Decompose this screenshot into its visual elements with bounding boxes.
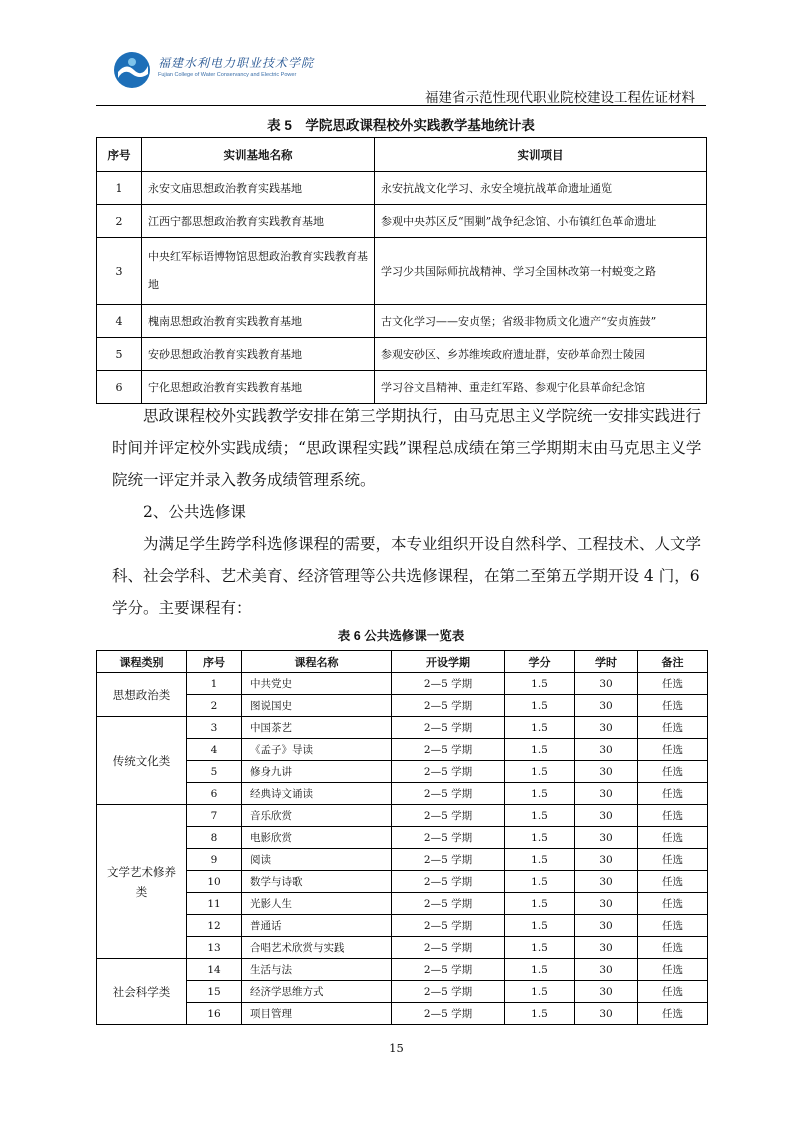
elective-course-row: [97, 717, 708, 739]
table6-header-cell: 序号: [187, 651, 242, 673]
paragraph-electives-intro: 为满足学生跨学科选修课程的需要，本专业组织开设自然科学、工程技术、人文学科、社会学科、艺术美育、经济管理等公共选修课程，在第二至第五学期开设 4 门，6 学分。主要课程有：: [112, 535, 702, 617]
course-name: 中共党史: [242, 673, 392, 695]
course-name: 数学与诗歌: [242, 871, 392, 893]
credits: 1.5: [505, 673, 575, 695]
paragraph-practice-arrangement: 思政课程校外实践教学安排在第三学期执行，由马克思主义学院统一安排实践进行时间并评定校外实践成绩；“思政课程实践”课程总成绩在第三学期期末由马克思主义学院统一评定并录入教务成绩管理系统。: [112, 407, 702, 489]
hours: 30: [575, 717, 638, 739]
remark: 任选: [638, 937, 708, 959]
semester: 2—5 学期: [392, 871, 505, 893]
remark: 任选: [638, 673, 708, 695]
remark: 任选: [638, 827, 708, 849]
elective-course-row: [97, 805, 708, 827]
row-number: 13: [187, 937, 242, 959]
table6-header-cell: 学时: [575, 651, 638, 673]
table5-row: [97, 338, 707, 371]
semester: 2—5 学期: [392, 915, 505, 937]
row-number: 5: [187, 761, 242, 783]
credits: 1.5: [505, 959, 575, 981]
credits: 1.5: [505, 805, 575, 827]
semester: 2—5 学期: [392, 695, 505, 717]
college-name-logo-text: 福建水利电力职业技术学院: [158, 56, 315, 70]
elective-course-row: [97, 761, 708, 783]
table5-row: [97, 371, 707, 404]
semester: 2—5 学期: [392, 805, 505, 827]
table5-row: [97, 205, 707, 238]
hours: 30: [575, 805, 638, 827]
table5-header-cell: 实训基地名称: [142, 138, 375, 172]
hours: 30: [575, 673, 638, 695]
hours: 30: [575, 981, 638, 1003]
credits: 1.5: [505, 915, 575, 937]
course-name: 图说国史: [242, 695, 392, 717]
semester: 2—5 学期: [392, 827, 505, 849]
base-name: 永安文庙思想政治教育实践基地: [142, 172, 375, 205]
training-project: 参观中央苏区反“围剿”战争纪念馆、小布镇红色革命遗址: [375, 205, 707, 238]
college-logo: [112, 48, 315, 92]
page-number: 15: [389, 1041, 404, 1055]
course-category: 思想政治类: [97, 673, 187, 717]
remark: 任选: [638, 761, 708, 783]
table5-row: [97, 172, 707, 205]
row-number: 12: [187, 915, 242, 937]
course-name: 经济学思维方式: [242, 981, 392, 1003]
elective-course-row: [97, 673, 708, 695]
remark: 任选: [638, 695, 708, 717]
table5-header-cell: 实训项目: [375, 138, 707, 172]
semester: 2—5 学期: [392, 761, 505, 783]
hours: 30: [575, 739, 638, 761]
row-number: 6: [187, 783, 242, 805]
course-name: 合唱艺术欣赏与实践: [242, 937, 392, 959]
remark: 任选: [638, 783, 708, 805]
college-english-name: Fujian College of Water Conservancy and Electric Power: [158, 72, 297, 78]
table6-header-cell: 课程类别: [97, 651, 187, 673]
row-number: 8: [187, 827, 242, 849]
hours: 30: [575, 827, 638, 849]
row-number: 4: [187, 739, 242, 761]
row-number: 2: [97, 205, 142, 238]
base-name: 江西宁都思想政治教育实践教育基地: [142, 205, 375, 238]
remark: 任选: [638, 717, 708, 739]
credits: 1.5: [505, 761, 575, 783]
hours: 30: [575, 849, 638, 871]
course-name: 生活与法: [242, 959, 392, 981]
training-project: 永安抗战文化学习、永安全境抗战革命遗址通览: [375, 172, 707, 205]
course-name: 普通话: [242, 915, 392, 937]
training-project: 学习谷文昌精神、重走红军路、参观宁化县革命纪念馆: [375, 371, 707, 404]
table6-header-cell: 课程名称: [242, 651, 392, 673]
credits: 1.5: [505, 717, 575, 739]
remark: 任选: [638, 893, 708, 915]
course-name: 中国茶艺: [242, 717, 392, 739]
table6-header-cell: 学分: [505, 651, 575, 673]
credits: 1.5: [505, 739, 575, 761]
row-number: 5: [97, 338, 142, 371]
credits: 1.5: [505, 695, 575, 717]
elective-course-row: [97, 981, 708, 1003]
remark: 任选: [638, 915, 708, 937]
row-number: 14: [187, 959, 242, 981]
elective-course-row: [97, 1003, 708, 1025]
row-number: 1: [187, 673, 242, 695]
credits: 1.5: [505, 871, 575, 893]
credits: 1.5: [505, 783, 575, 805]
public-electives-table: [96, 650, 708, 1025]
course-name: 阅读: [242, 849, 392, 871]
row-number: 1: [97, 172, 142, 205]
row-number: 9: [187, 849, 242, 871]
row-number: 3: [187, 717, 242, 739]
table6-header-cell: 开设学期: [392, 651, 505, 673]
credits: 1.5: [505, 849, 575, 871]
course-name: 经典诗文诵读: [242, 783, 392, 805]
section-heading-public-electives: 2、公共选修课: [143, 503, 246, 521]
course-category: 传统文化类: [97, 717, 187, 805]
base-name: 安砂思想政治教育实践教育基地: [142, 338, 375, 371]
elective-course-row: [97, 783, 708, 805]
semester: 2—5 学期: [392, 783, 505, 805]
base-name: 宁化思想政治教育实践教育基地: [142, 371, 375, 404]
credits: 1.5: [505, 893, 575, 915]
hours: 30: [575, 937, 638, 959]
table6-caption: 表 6 公共选修课一览表: [337, 629, 465, 643]
semester: 2—5 学期: [392, 959, 505, 981]
row-number: 11: [187, 893, 242, 915]
elective-course-row: [97, 871, 708, 893]
base-name: 槐南思想政治教育实践教育基地: [142, 305, 375, 338]
semester: 2—5 学期: [392, 893, 505, 915]
remark: 任选: [638, 1003, 708, 1025]
elective-course-row: [97, 849, 708, 871]
hours: 30: [575, 695, 638, 717]
elective-course-row: [97, 739, 708, 761]
course-name: 电影欣赏: [242, 827, 392, 849]
hours: 30: [575, 1003, 638, 1025]
row-number: 15: [187, 981, 242, 1003]
remark: 任选: [638, 805, 708, 827]
hours: 30: [575, 915, 638, 937]
row-number: 7: [187, 805, 242, 827]
row-number: 16: [187, 1003, 242, 1025]
table6-header-cell: 备注: [638, 651, 708, 673]
credits: 1.5: [505, 937, 575, 959]
elective-course-row: [97, 827, 708, 849]
course-category: 社会科学类: [97, 959, 187, 1025]
table5-header-row: [97, 138, 707, 172]
semester: 2—5 学期: [392, 739, 505, 761]
credits: 1.5: [505, 827, 575, 849]
base-name: 中央红军标语博物馆思想政治教育实践教育基地: [142, 238, 375, 305]
header-divider: [96, 105, 706, 106]
course-name: 音乐欣赏: [242, 805, 392, 827]
row-number: 3: [97, 238, 142, 305]
hours: 30: [575, 871, 638, 893]
training-project: 参观安砂区、乡苏维埃政府遗址群，安砂革命烈士陵园: [375, 338, 707, 371]
hours: 30: [575, 761, 638, 783]
elective-course-row: [97, 937, 708, 959]
course-category: 文学艺术修养类: [97, 805, 187, 959]
hours: 30: [575, 959, 638, 981]
semester: 2—5 学期: [392, 717, 505, 739]
remark: 任选: [638, 739, 708, 761]
table6-header-row: [97, 651, 708, 673]
elective-course-row: [97, 695, 708, 717]
course-name: 光影人生: [242, 893, 392, 915]
table5-header-cell: 序号: [97, 138, 142, 172]
course-name: 《孟子》导读: [242, 739, 392, 761]
training-project: 学习少共国际师抗战精神、学习全国林改第一村蜕变之路: [375, 238, 707, 305]
college-emblem-icon: [112, 50, 152, 90]
remark: 任选: [638, 849, 708, 871]
credits: 1.5: [505, 1003, 575, 1025]
remark: 任选: [638, 981, 708, 1003]
row-number: 10: [187, 871, 242, 893]
row-number: 2: [187, 695, 242, 717]
elective-course-row: [97, 915, 708, 937]
semester: 2—5 学期: [392, 1003, 505, 1025]
hours: 30: [575, 783, 638, 805]
elective-course-row: [97, 893, 708, 915]
semester: 2—5 学期: [392, 981, 505, 1003]
remark: 任选: [638, 871, 708, 893]
elective-course-row: [97, 959, 708, 981]
remark: 任选: [638, 959, 708, 981]
practice-base-table: [96, 137, 707, 404]
table5-row: [97, 305, 707, 338]
semester: 2—5 学期: [392, 937, 505, 959]
header-subtitle: 福建省示范性现代职业院校建设工程佐证材料: [425, 90, 695, 105]
semester: 2—5 学期: [392, 849, 505, 871]
table5-caption: 表 5 学院思政课程校外实践教学基地统计表: [267, 118, 535, 133]
training-project: 古文化学习——安贞堡；省级非物质文化遗产“安贞旌鼓”: [375, 305, 707, 338]
row-number: 4: [97, 305, 142, 338]
course-name: 项目管理: [242, 1003, 392, 1025]
credits: 1.5: [505, 981, 575, 1003]
hours: 30: [575, 893, 638, 915]
row-number: 6: [97, 371, 142, 404]
semester: 2—5 学期: [392, 673, 505, 695]
table5-row: [97, 238, 707, 305]
course-name: 修身九讲: [242, 761, 392, 783]
